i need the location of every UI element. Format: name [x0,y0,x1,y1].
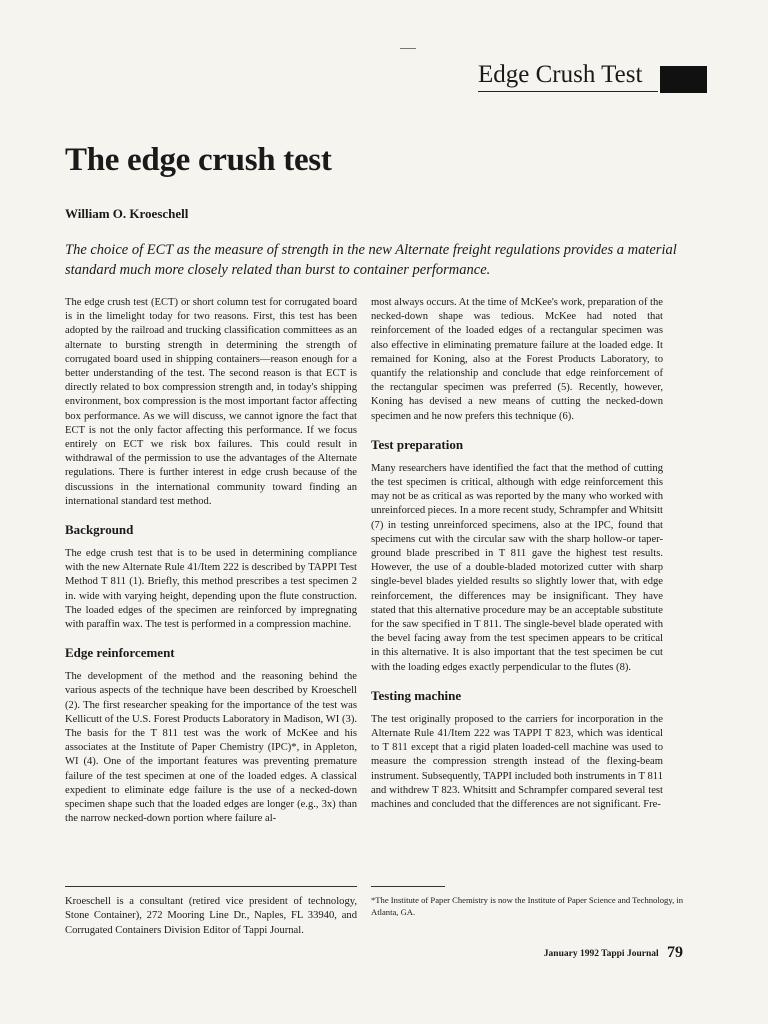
test-preparation-paragraph: Many researchers have identified the fact that the method of cutting the test specimen is critical, although with edge reinforcement this may not be as critical as was reported by the many who worked with unreinforced pieces. In a more recent study, Schrampfer and Whitsitt (7) in testing unreinforced specimens, also at the IPC, found that specimens cut with the circular saw with the sharp hollow-or taper-ground blade prescribed in T 811 gave the highest test results. However, the use of a double-bladed motorized cutter with sharp single-bevel blades yielded results so slightly lower that, with edge reinforcement, the differences may be insignificant. They have stated that this alternative procedure may be an acceptable substitute for the saw specified in T 811. The single-bevel blade operated with the bevel facing away from the test specimen appears to be critical in this alternative. It is also important that the test specimen be cut with the loading edges exactly perpendicular to the flutes (8). [371,462,663,673]
article-title: The edge crush test [65,142,332,178]
abstract: The choice of ECT as the measure of strength in the new Alternate freight regulations provides a material standard much more closely related than burst to container performance. [65,242,677,278]
section-title: Edge Crush Test [478,60,658,92]
testing-machine-heading: Testing machine [371,687,462,703]
page-number: 79 [667,944,683,961]
author-footnote: Kroeschell is a consultant (retired vice president of technology, Stone Container), 272 Mooring Line Dr., Naples, FL 33940, and Corrugated Containers Division Editor of Tappi Journal. [65,886,357,938]
edge-reinforcement-heading: Edge reinforcement [65,645,175,661]
edge-reinforcement-paragraph: The development of the method and the reasoning behind the various aspects of the technique have been described by Kroeschell (2). The first researcher speaking for the importance of the test was Kellicutt of the U.S. Forest Products Laboratory in Madison, WI (3). The basis for the T 811 test was the work of McKee and his associates at the Institute of Paper Chemistry (IPC)*, in Appleton, WI (4). One of the important features was preventing premature failure of the test specimen at one of the loaded edges. A classical expedient to eliminate edge failure is the use of a necked-down specimen shape such that the loaded edges are longer (e.g., 3x) than the narrow necked-down portion where failure al- [65,671,357,825]
background-heading: Background [65,522,134,538]
journal-issue: January 1992 Tappi Journal [543,949,659,959]
testing-machine-paragraph: The test originally proposed to the carriers for incorporation in the Alternate Rule 41/Item 222 was TAPPI T 823, which was identical to T 811 except that a rigid platen loaded-cell machine was used to measure the compression strength instead of the flexing-beam instrument. Subsequently, TAPPI included both instruments in T 811 and withdrew T 823. Whitsitt and Schrampfer compared several test machines and concluded that the differences are not significant. Fre- [371,713,663,811]
ipc-footnote: *The Institute of Paper Chemistry is now the Institute of Paper Science and Technology, in Atlanta, GA. [371,895,684,918]
page-footer [544,944,683,962]
author-name: William O. Kroeschell [65,206,189,221]
background-paragraph: The edge crush test that is to be used in determining compliance with the new Alternate Rule 41/Item 222 is described by TAPPI Test Method T 811 (1). Briefly, this method prescribes a test specimen 2 in. wide with varying height, depending upon the flute construction. The loaded edges of the specimen are reinforced by impregnating with paraffin wax. The test is performed in a compression machine. [65,548,357,631]
section-block [660,66,707,93]
intro-paragraph: The edge crush test (ECT) or short column test for corrugated board is in the limelight today for two reasons. First, this test has been adopted by the railroad and trucking classification committees as an alternate to bursting strength in determining the strength of corrugated board used in shipping containers—reason enough for a better understanding of the test. The second reason is that ECT is directly related to box compression strength and, in today's shipping environment, box compression is the most important factor affecting box performance. As we will discuss, we cannot ignore the fact that ECT is not the only factor affecting this performance. If we focus entirely on ECT we risk box failures. This could result in withdrawal of the permission to use the advantages of the Alternate regulations. There is further interest in edge crush because of the discussions in the international community toward finding an international standard test method. [65,297,357,507]
right-column [371,296,663,812]
test-preparation-heading: Test preparation [371,436,464,452]
continued-paragraph: most always occurs. At the time of McKee's work, preparation of the necked-down shape was tedious. McKee had noted that reinforcement of the loaded edges of a rectangular specimen was also effective in eliminating premature failure at the loaded edge. It remained for Koning, also at the Forest Products Laboratory, to quantify the relationship and conclude that edge reinforcement of the rectangular specimen was preferred (5). Recently, however, Koning has devised a new means of cutting the necked-down specimen and he now prefers this technique (6). [371,297,663,422]
left-column [65,296,357,827]
top-dash [400,48,416,49]
